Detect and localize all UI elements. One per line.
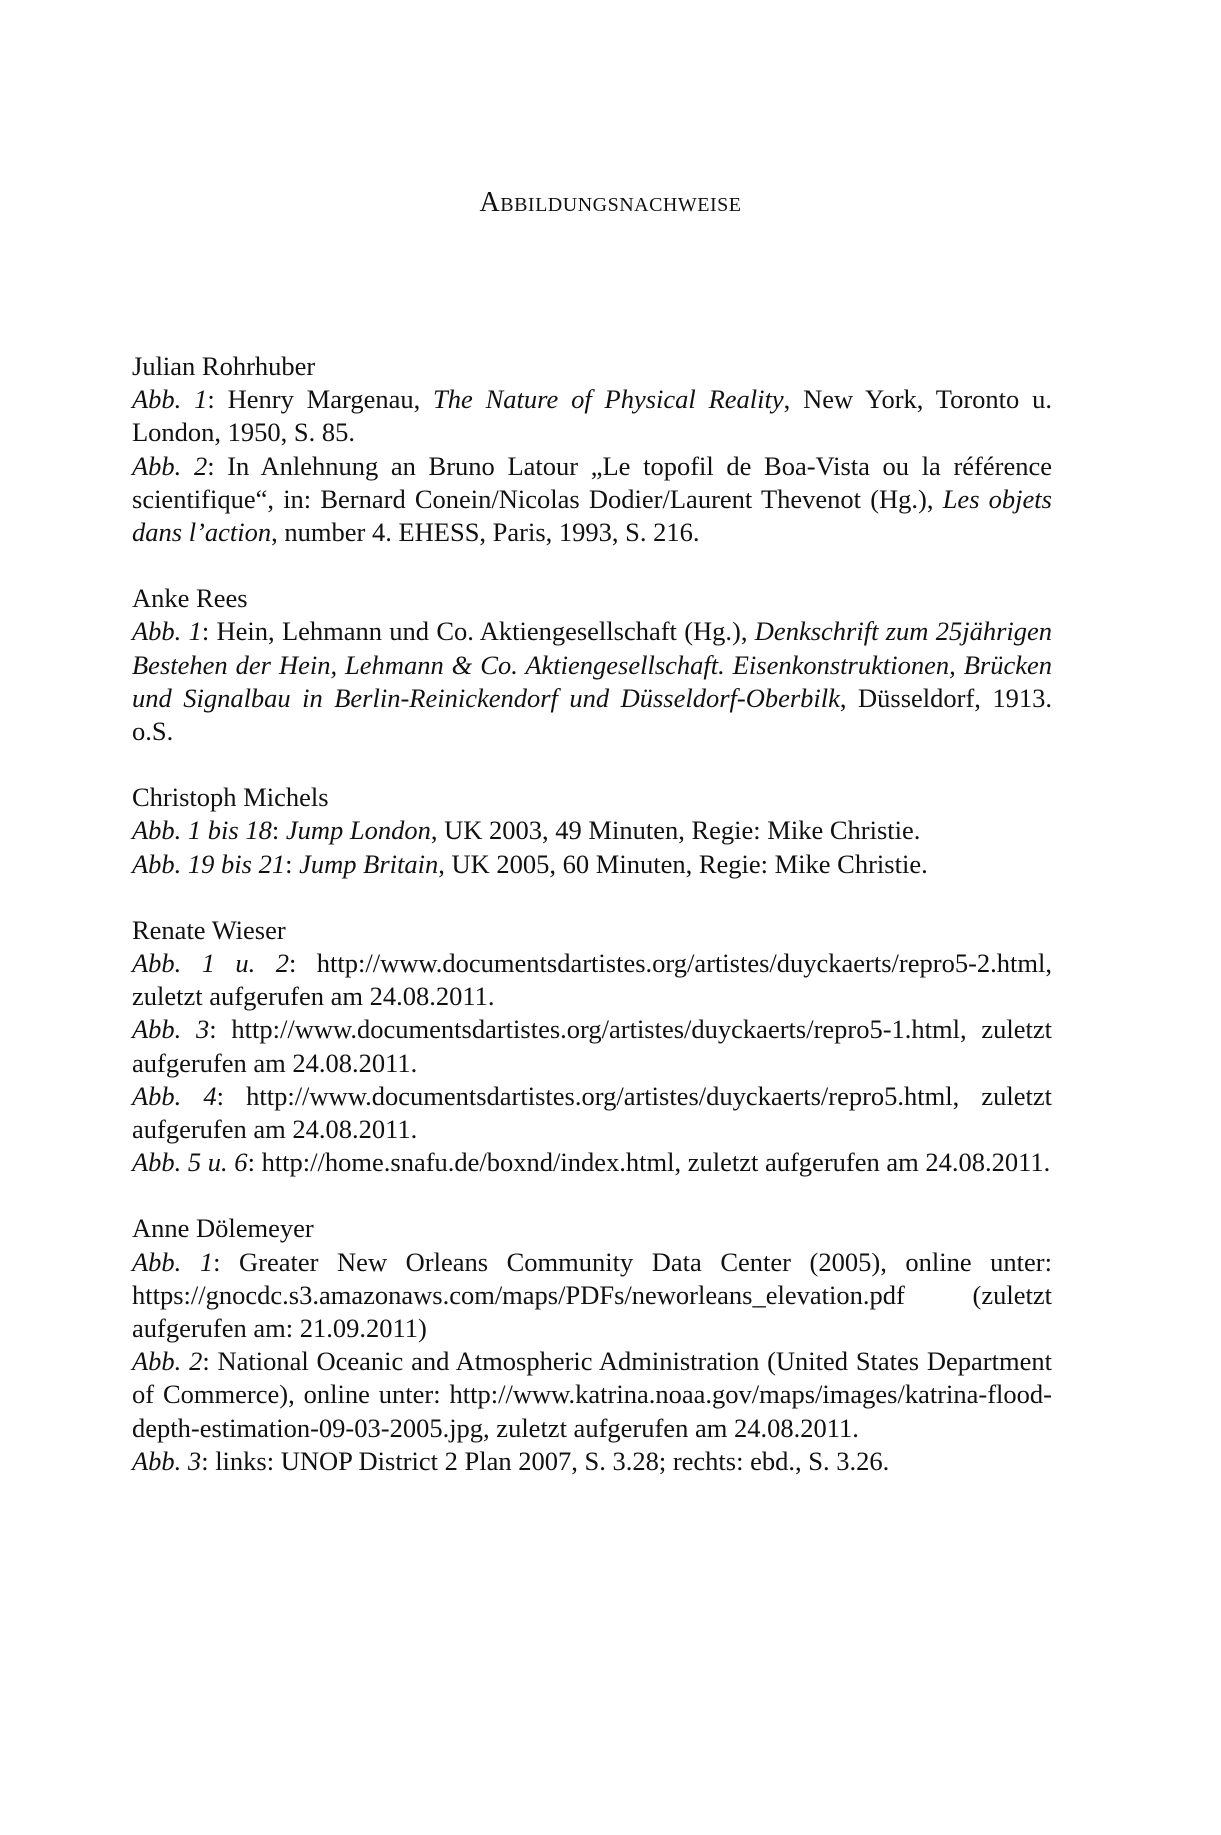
figure-label: Abb. 5 u. 6 [132, 1147, 248, 1178]
figure-credit: Abb. 4: http://www.documentsdartistes.org/artistes/duyckaerts/repro5.html, zuletzt aufgerufen am 24.08.2011. [132, 1080, 1052, 1145]
figure-credit: Abb. 2: In Anlehnung an Bruno Latour „Le topofil de Boa-Vista ou la référence scientifique“, in: Bernard Conein/Nicolas Dodier/Laurent Thevenot (Hg.), Les objets dans l’action, number 4. EHESS, Paris, 1993, S. 216. [132, 450, 1052, 548]
credit-text: http://www.documentsdartistes.org/artistes/duyckaerts/repro5.html, zuletzt aufgerufen am 24.08.2011. [132, 1080, 1052, 1145]
credit-text: Hein, Lehmann und Co. Aktiengesellschaft (Hg.), [216, 616, 755, 647]
figure-label: Abb. 4 [132, 1080, 217, 1111]
credit-title: Jump Britain [299, 848, 439, 879]
figure-credit: Abb. 2: National Oceanic and Atmospheric Administration (United States Department of Commerce), online unter: http://www.katrina.noaa.gov/maps/images/katrina-flood-depth-estimation-09-03-2005.jpg, zuletzt aufgerufen am 24.08.2011. [132, 1346, 1052, 1443]
figure-credit: Abb. 3: links: UNOP District 2 Plan 2007, S. 3.28; rechts: ebd., S. 3.26. [132, 1445, 890, 1476]
section-author: Christoph Michels [132, 782, 329, 813]
figure-label: Abb. 1 bis 18 [132, 815, 272, 846]
figure-credit: Abb. 1 bis 18: Jump London, UK 2003, 49 Minuten, Regie: Mike Christie. [132, 815, 921, 846]
page-title: Abbildungsnachweise [479, 187, 742, 218]
credit-text: , UK 2003, 49 Minuten, Regie: Mike Christie. [430, 815, 921, 846]
credit-text: , Düsseldorf, 1913. o.S. [132, 682, 1052, 747]
credit-section [132, 350, 1052, 549]
figure-label: Abb. 1 [132, 616, 202, 647]
figure-credit: Abb. 1: Hein, Lehmann und Co. Aktiengesellschaft (Hg.), Denkschrift zum 25jährigen Bestehen der Hein, Lehmann & Co. Aktiengesellschaft. Eisenkonstruktionen, Brücken und Signalbau in Berlin-Reinickendorf und Düsseldorf-Oberbilk, Düsseldorf, 1913. o.S. [132, 616, 1053, 747]
section-author: Anke Rees [132, 583, 248, 614]
figure-label: Abb. 3 [132, 1445, 202, 1476]
credit-text: National Oceanic and Atmospheric Administration (United States Department of Commerce), online unter: http://www.katrina.noaa.gov/maps/images/katrina-flood-depth-estimation-09-03-2005.jpg, zuletzt aufgerufen am 24.08.2011. [132, 1346, 1052, 1443]
figure-credit: Abb. 5 u. 6: http://home.snafu.de/boxnd/index.html, zuletzt aufgerufen am 24.08.2011. [132, 1147, 1051, 1178]
credit-text: In Anlehnung an Bruno Latour „Le topofil de Boa-Vista ou la référence scientifique“, in: Bernard Conein/Nicolas Dodier/Laurent Thevenot (Hg.), [132, 450, 1052, 514]
figure-credit: Abb. 3: http://www.documentsdartistes.org/artistes/duyckaerts/repro5-1.html, zuletzt aufgerufen am 24.08.2011. [132, 1014, 1052, 1078]
section-author: Renate Wieser [132, 914, 286, 945]
section-author: Anne Dölemeyer [132, 1213, 314, 1244]
figure-label: Abb. 2 [132, 450, 208, 481]
figure-credit: Abb. 19 bis 21: Jump Britain, UK 2005, 60 Minuten, Regie: Mike Christie. [132, 848, 928, 879]
credit-text: http://www.documentsdartistes.org/artistes/duyckaerts/repro5-1.html, zuletzt aufgerufen am 24.08.2011. [132, 1014, 1052, 1078]
credit-title: Les objets dans l’action [132, 483, 1052, 548]
section-author: Julian Rohrhuber [132, 351, 316, 381]
credit-text: http://home.snafu.de/boxnd/index.html, zuletzt aufgerufen am 24.08.2011. [261, 1147, 1051, 1178]
credit-text: http://www.documentsdartistes.org/artistes/duyckaerts/repro5-2.html, zuletzt aufgerufen am 24.08.2011. [132, 948, 1052, 1012]
credit-text: , UK 2005, 60 Minuten, Regie: Mike Christie. [438, 848, 928, 879]
figure-label: Abb. 19 bis 21 [132, 848, 286, 879]
credit-text: Greater New Orleans Community Data Center (2005), online unter: https://gnocdc.s3.amazonaws.com/maps/PDFs/neworleans_elevation.pdf (zuletzt aufgerufen am: 21.09.2011) [132, 1246, 1052, 1344]
figure-label: Abb. 2 [132, 1346, 203, 1377]
credit-text: , New York, Toronto u. London, 1950, S. 85. [132, 384, 1052, 448]
credit-title: The Nature of Physical Reality [433, 384, 784, 415]
credit-section [132, 582, 1052, 748]
credit-section [132, 914, 1052, 1180]
figure-credit: Abb. 1 u. 2: http://www.documentsdartistes.org/artistes/duyckaerts/repro5-2.html, zuletzt aufgerufen am 24.08.2011. [132, 948, 1052, 1012]
credit-section [132, 781, 1052, 881]
credit-section [132, 1212, 1052, 1478]
figure-label: Abb. 1 u. 2 [132, 948, 289, 979]
figure-credit: Abb. 1: Henry Margenau, The Nature of Physical Reality, New York, Toronto u. London, 1950, S. 85. [132, 384, 1052, 448]
credit-text: links: UNOP District 2 Plan 2007, S. 3.28; rechts: ebd., S. 3.26. [215, 1445, 890, 1476]
figure-label: Abb. 3 [132, 1014, 210, 1045]
credit-title: Jump London [285, 815, 431, 846]
credit-text: , number 4. EHESS, Paris, 1993, S. 216. [271, 517, 700, 548]
figure-label: Abb. 1 [132, 384, 208, 415]
credits-list [132, 350, 1052, 1511]
figure-label: Abb. 1 [132, 1246, 214, 1277]
credit-text: Henry Margenau, [227, 384, 434, 415]
figure-credit: Abb. 1: Greater New Orleans Community Data Center (2005), online unter: https://gnocdc.s3.amazonaws.com/maps/PDFs/neworleans_elevation.pdf (zuletzt aufgerufen am: 21.09.2011) [132, 1246, 1052, 1344]
credit-title: Denkschrift zum 25jährigen Bestehen der Hein, Lehmann & Co. Aktiengesellschaft. Eisenkonstruktionen, Brücken und Signalbau in Berlin-Reinickendorf und Düsseldorf-Oberbilk [132, 616, 1053, 713]
